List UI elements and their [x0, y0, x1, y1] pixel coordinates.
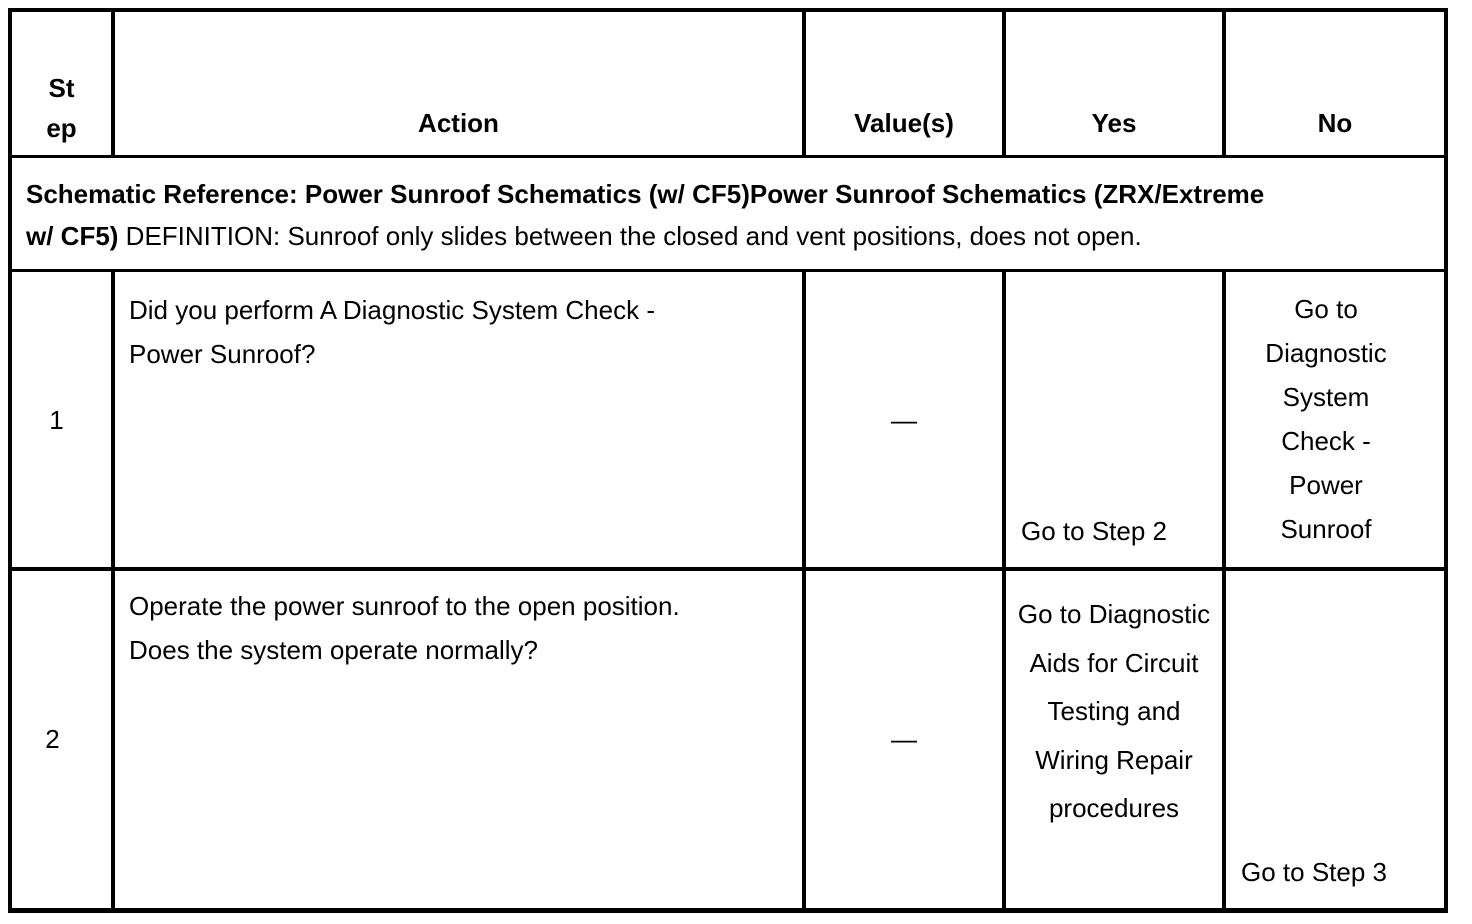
yes-line: Go to Step 2 [1021, 516, 1167, 546]
row2-action [129, 584, 789, 672]
schematic-title-cont: w/ CF5) [26, 221, 119, 251]
table-border-bottom [8, 908, 1448, 913]
diagnostic-table [8, 8, 1448, 913]
schematic-reference-line [26, 173, 1436, 215]
schematic-divider [8, 269, 1448, 272]
yes-line: Wiring Repair [1035, 744, 1193, 775]
header-yes: Yes [1091, 108, 1137, 138]
row2-no [1241, 850, 1441, 894]
row1-step: 1 [49, 405, 64, 435]
no-line: Power [1289, 470, 1363, 500]
header-values: Value(s) [854, 108, 954, 138]
header-divider [8, 155, 1448, 158]
schematic-reference-line [26, 215, 1436, 257]
action-line: Did you perform A Diagnostic System Check - [129, 295, 655, 325]
header-no: No [1317, 108, 1353, 138]
row2-step: 2 [45, 724, 60, 754]
header-step-line: St [48, 73, 75, 103]
row1-action [129, 288, 789, 376]
no-line: Sunroof [1280, 514, 1372, 544]
action-line: Operate the power sunroof to the open position. [129, 591, 680, 621]
table-border-top [8, 8, 1448, 12]
row1-no [1226, 287, 1426, 551]
col-divider-action [802, 270, 806, 913]
header-action: Action [418, 108, 499, 138]
yes-line: procedures [1048, 793, 1180, 823]
header-step [12, 68, 111, 148]
header-step-line: ep [46, 113, 77, 143]
yes-line: Go to Diagnostic [1017, 599, 1211, 629]
col-divider-step [111, 270, 115, 913]
no-line: Go to [1294, 294, 1358, 324]
row-divider [8, 567, 1448, 571]
row1-yes [1021, 509, 1221, 553]
row1-value: — [891, 405, 917, 435]
definition-text: DEFINITION: Sunroof only slides between the closed and vent positions, does not open. [118, 221, 1142, 251]
action-line: Power Sunroof? [129, 339, 316, 369]
yes-line: Aids for Circuit [1029, 647, 1199, 678]
schematic-reference [26, 173, 1436, 257]
schematic-title: Schematic Reference: Power Sunroof Schematics (w/ CF5)Power Sunroof Schematics (ZRX/Extreme [26, 179, 1265, 209]
table-border-right [1444, 8, 1448, 913]
no-line: Diagnostic [1265, 338, 1387, 368]
no-line: Check - [1281, 426, 1371, 456]
yes-line: Testing and [1047, 696, 1181, 726]
row2-value: — [891, 724, 917, 754]
no-line: System [1282, 382, 1370, 412]
action-line: Does the system operate normally? [129, 635, 538, 665]
row2-yes [1006, 590, 1222, 833]
no-line: Go to Step 3 [1241, 857, 1387, 887]
